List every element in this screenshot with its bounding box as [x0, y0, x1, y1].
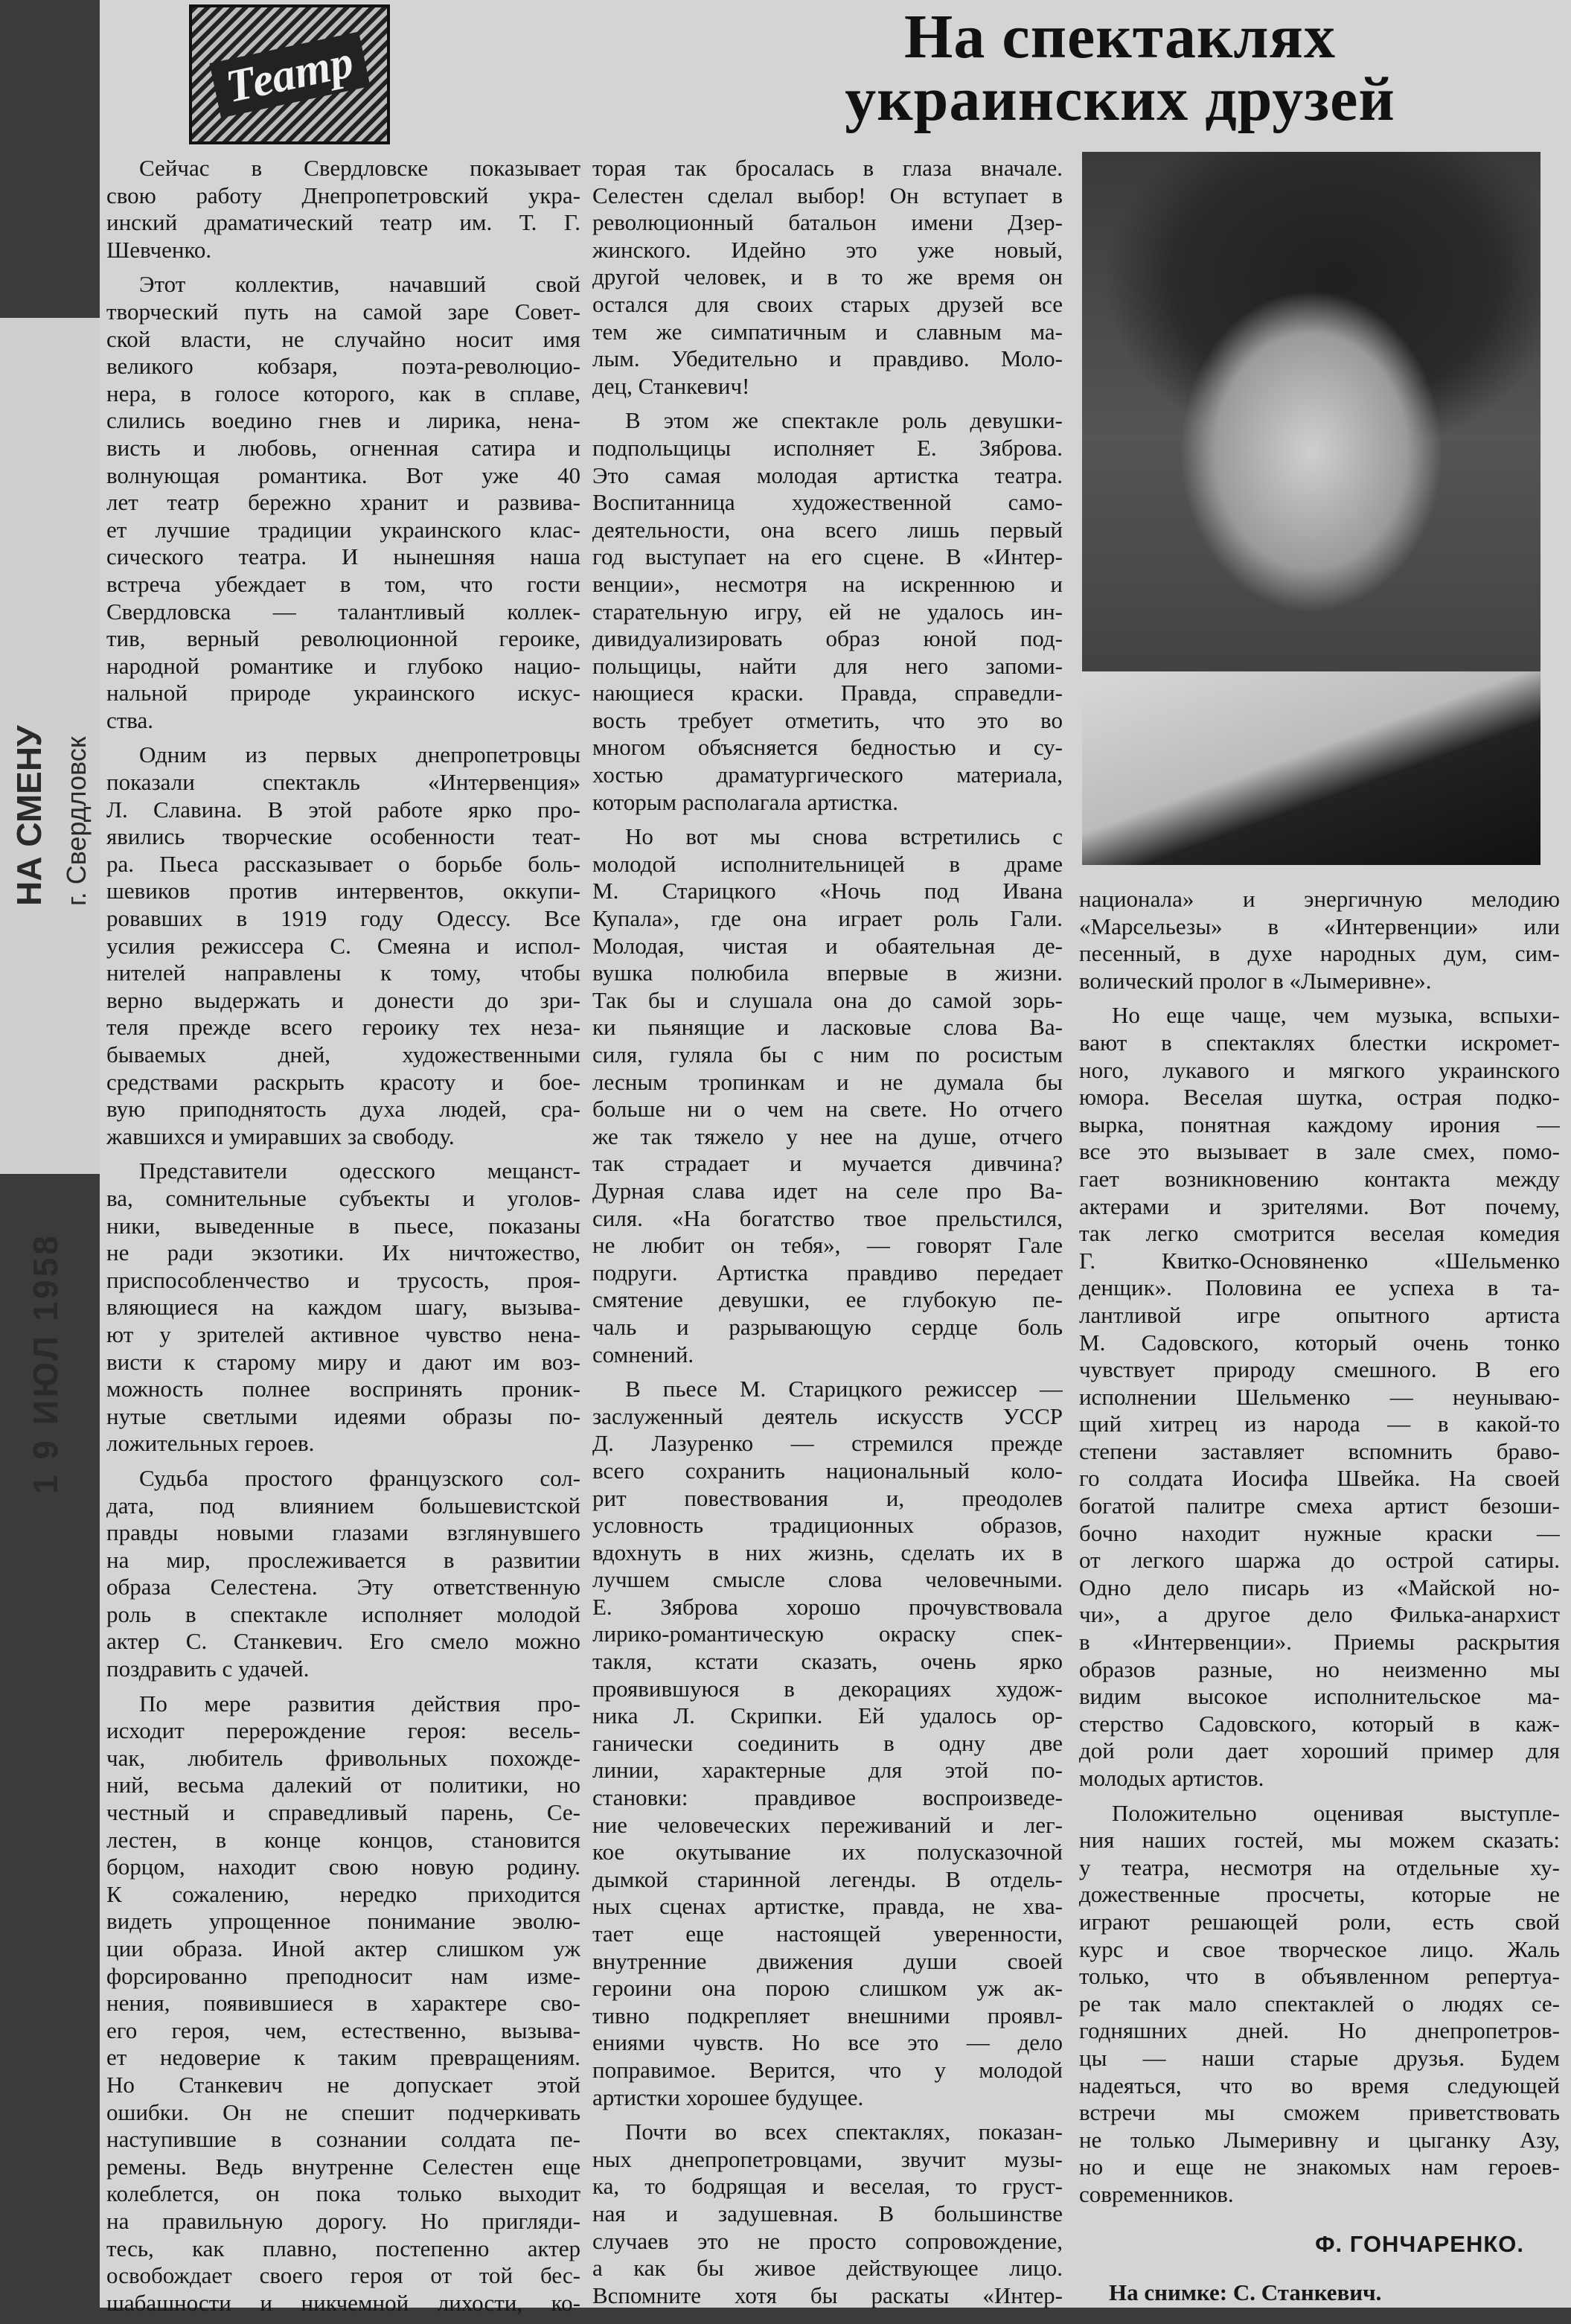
text-line: же так тяжело у нее на душе, отчего — [592, 1123, 1063, 1149]
stamp-date: 1 9 ИЮЛ 1958 — [26, 1233, 65, 1494]
text-line: ных днепропетровцами, звучит музы- — [592, 2145, 1063, 2172]
headline-line-1: На спектаклях — [904, 2, 1336, 71]
text-line: случаев это не просто сопровождение, — [592, 2227, 1063, 2254]
text-line: условность традиционных образов, — [592, 1512, 1063, 1539]
text-line: показали спектакль «Интервенция» — [106, 769, 580, 796]
text-line: честный и справедливый парень, Се- — [106, 1799, 580, 1826]
text-line: тесь, как плавно, постепенно актер — [106, 2235, 580, 2261]
text-line: Но вот мы снова встретились с — [625, 823, 1063, 850]
text-line: «Марсельезы» в «Интервенции» или — [1079, 913, 1560, 939]
text-line: смятение девушки, ее глубокую пе- — [592, 1286, 1063, 1313]
text-line: ениями чувств. Но все это — дело — [592, 2029, 1063, 2056]
text-line: не ради экзотики. Их ничтожество, — [106, 1239, 580, 1266]
text-line: нальной природе украинского искус- — [106, 680, 580, 706]
text-line: многом объясняется бедностью и су- — [592, 734, 1063, 761]
text-line: венции», несмотря на искреннюю и — [592, 570, 1063, 597]
text-line: бочно находит нужные краски — — [1079, 1519, 1560, 1546]
text-line: подруги. Артистка правдиво передает — [592, 1259, 1063, 1286]
article-column-1 — [106, 155, 580, 2324]
text-line: лирико-романтическую окраску спек- — [592, 1621, 1063, 1647]
text-line: ники, выведенные в пьесе, показаны — [106, 1212, 580, 1239]
text-line: К сожалению, нередко приходится — [106, 1880, 580, 1907]
text-line: Е. Зяброва хорошо прочувствовала — [592, 1593, 1063, 1620]
text-line: Почти во всех спектаклях, показан- — [625, 2119, 1063, 2145]
text-line: тив, верный революционной героике, — [106, 625, 580, 652]
text-line: ют у зрителей активное чувство нена- — [106, 1321, 580, 1347]
text-line: не любит он тебя», — говорят Гале — [592, 1232, 1063, 1259]
text-line: всего сохранить национальный коло- — [592, 1457, 1063, 1484]
text-line: Селестен сделал выбор! Он вступает в — [592, 182, 1063, 208]
text-line: революционный батальон имени Дзер- — [592, 209, 1063, 236]
text-line: играют решающей роли, есть свой — [1079, 1908, 1560, 1935]
portrait-photo — [1082, 152, 1540, 865]
paragraph — [106, 1465, 580, 1683]
text-line: ния наших гостей, мы можем сказать: — [1079, 1827, 1560, 1854]
text-line: но и еще не знакомых нам героев- — [1079, 2154, 1560, 2180]
text-line: вырка, понятная каждому ирония — — [1079, 1111, 1560, 1137]
text-line: молодой исполнительницей в драме — [592, 850, 1063, 877]
photo-collar — [1082, 671, 1540, 865]
author-signature: Ф. ГОНЧАРЕНКО. — [1315, 2231, 1524, 2257]
article-column-3 — [1079, 886, 1560, 2216]
text-line: поправимое. Верится, что у молодой — [592, 2056, 1063, 2083]
text-line: дожественные просчеты, которые не — [1079, 1881, 1560, 1908]
text-line: Г. Квитко-Основяненко «Шельменко — [1079, 1247, 1560, 1274]
text-line: а как бы живое действующее лицо. — [592, 2255, 1063, 2282]
text-line: теля прежде всего героику тех неза- — [106, 1014, 580, 1041]
text-line: ской власти, не случайно носит имя — [106, 325, 580, 352]
text-line: цы — наши старые друзья. Будем — [1079, 2044, 1560, 2071]
text-line: ции образа. Иной актер слишком уж — [106, 1935, 580, 1961]
text-line: ремены. Ведь внутренне Селестен еще — [106, 2153, 580, 2180]
text-line: форсированно преподносит нам изме- — [106, 1962, 580, 1989]
text-line: гает возникновению контакта между — [1079, 1165, 1560, 1192]
text-line: юмора. Веселая шутка, острая подко- — [1079, 1084, 1560, 1111]
text-line: вость требует отметить, что это во — [592, 706, 1063, 733]
text-line: дымкой старинной легенды. В отдель- — [592, 1865, 1063, 1892]
photo-caption: На снимке: С. Станкевич. — [1109, 2279, 1382, 2305]
text-line: другой человек, и в то же время он — [592, 264, 1063, 290]
text-line: ного, лукавого и мягкого украинского — [1079, 1056, 1560, 1083]
text-line: вают в спектаклях блестки искромет- — [1079, 1029, 1560, 1056]
text-line: сического театра. И нынешняя наша — [106, 543, 580, 570]
text-line: явились творческие особенности теат- — [106, 823, 580, 850]
text-line: молодых артистов. — [1079, 1765, 1264, 1791]
paragraph — [592, 407, 1063, 816]
text-line: лучшем смысле слова человечными. — [592, 1566, 1063, 1593]
text-line: актер С. Станкевич. Его смело можно — [106, 1628, 580, 1655]
text-line: ет лучшие традиции украинского клас- — [106, 516, 580, 543]
text-line: такля, кстати сказать, очень ярко — [592, 1648, 1063, 1675]
text-line: тает еще настоящей уверенности, — [592, 1921, 1063, 1947]
text-line: которым располагала артистка. — [592, 788, 898, 815]
text-line: великого кобзаря, поэта-революцио- — [106, 353, 580, 380]
text-line: лым. Убедительно и правдиво. Моло- — [592, 345, 1063, 372]
text-line: у театра, несмотря на отдельные ху- — [1079, 1854, 1560, 1880]
text-line: видим высокое исполнительское ма- — [1079, 1683, 1560, 1710]
text-line: хостью драматургического материала, — [592, 762, 1063, 788]
text-line: ние человеческих переживаний и лег- — [592, 1811, 1063, 1838]
text-line: чувствует природу смешного. В его — [1079, 1356, 1560, 1383]
text-line: нутые светлыми идеями образы по- — [106, 1402, 580, 1429]
text-line: го солдата Иосифа Швейка. На своей — [1079, 1465, 1560, 1492]
text-line: свою работу Днепропетровский укра- — [106, 182, 580, 208]
paragraph — [1079, 1002, 1560, 1792]
text-line: Свердловска — талантливый коллек- — [106, 598, 580, 625]
text-line: ганически соединить в одну две — [592, 1729, 1063, 1756]
text-line: рит повествования и, преодолев — [592, 1484, 1063, 1511]
text-line: тивно подкрепляет внешними проявл- — [592, 2002, 1063, 2028]
text-line: торая так бросалась в глаза вначале. — [592, 155, 1063, 181]
text-line: Молодая, чистая и обаятельная де- — [592, 932, 1063, 959]
text-line: дец, Станкевич! — [592, 372, 750, 399]
text-line: бываемых дней, художественными — [106, 1041, 580, 1067]
text-line: Положительно оценивая выступле- — [1112, 1799, 1560, 1826]
text-line: кое окутывание их полусказочной — [592, 1839, 1063, 1865]
text-line: национала» и энергичную мелодию — [1079, 886, 1560, 912]
text-line: нера, в голосе которого, как в сплаве, — [106, 380, 580, 406]
text-line: Д. Лазуренко — стремился прежде — [592, 1430, 1063, 1457]
text-line: Этот коллектив, начавший свой — [139, 271, 580, 298]
text-line: в «Интервенции». Приемы раскрытия — [1079, 1629, 1560, 1656]
stamp-newspaper-name: НА СМЕНУ — [10, 725, 48, 906]
text-line: слились воедино гнев и лирика, нена- — [106, 407, 580, 434]
text-line: Представители одесского мещанст- — [139, 1158, 580, 1184]
text-line: освобождает своего героя от той бес- — [106, 2262, 580, 2289]
text-line: средствами раскрыть красоту и бое- — [106, 1068, 580, 1095]
text-line: ки пьянящие и ласковые слова Ва- — [592, 1014, 1063, 1041]
text-line: линии, характерные для этой по- — [592, 1757, 1063, 1784]
text-line: видеть упрощенное понимание эволю- — [106, 1908, 580, 1935]
text-line: лесным тропинкам и не думала бы — [592, 1068, 1063, 1095]
text-line: Шевченко. — [106, 236, 212, 263]
text-line: только, что в объявленном репертуа- — [1079, 1963, 1560, 1990]
text-line: старательную игру, ей не удалось ин- — [592, 598, 1063, 625]
text-line: жавшихся и умиравших за свободу. — [106, 1123, 455, 1149]
text-line: вую приподнятость духа людей, сра- — [106, 1096, 580, 1123]
text-line: ва, сомнительные субъекты и уголов- — [106, 1184, 580, 1211]
logo-text: Театр — [209, 31, 370, 118]
text-line: исходит перерождение героя: весель- — [106, 1717, 580, 1744]
text-line: ника Л. Скрипки. Ей удалось ор- — [592, 1702, 1063, 1729]
article-column-2 — [592, 155, 1063, 2317]
text-line: образов разные, но неизменно мы — [1079, 1656, 1560, 1682]
text-line: ра. Пьеса рассказывает о борьбе боль- — [106, 850, 580, 877]
text-line: песенный, в духе народных дум, сим- — [1079, 940, 1560, 967]
text-line: так страдает и мучается дивчина? — [592, 1150, 1063, 1177]
text-line: проявившуюся в декорациях худож- — [592, 1675, 1063, 1702]
article-headline — [670, 2, 1570, 134]
text-line: на мир, прослеживается в развитии — [106, 1546, 580, 1573]
text-line: Так бы и слушала она до самой зорь- — [592, 986, 1063, 1013]
text-line: от легкого шаржа до острой сатиры. — [1079, 1547, 1560, 1574]
text-line: висти к старому миру и дают им воз- — [106, 1348, 580, 1375]
text-line: щий хитрец из народа — в какой-то — [1079, 1411, 1560, 1437]
text-line: ных сценах артистке, правда, не хва- — [592, 1893, 1063, 1920]
text-line: можность полнее воспринять проник- — [106, 1376, 580, 1402]
text-line: роль в спектакле исполняет молодой — [106, 1600, 580, 1627]
text-line: М. Старицкого «Ночь под Ивана — [592, 878, 1063, 904]
text-line: сомнений. — [592, 1341, 694, 1367]
text-line: Одним из первых днепропетровцы — [139, 741, 580, 768]
text-line: В этом же спектакле роль девушки- — [625, 407, 1063, 434]
text-line: больше ни о чем на свете. Но отчего — [592, 1096, 1063, 1123]
text-line: шевиков против интервентов, оккупи- — [106, 878, 580, 904]
text-line: дивидуализировать образ юной под- — [592, 625, 1063, 652]
text-line: наступившие в сознании солдата пе- — [106, 2126, 580, 2153]
text-line: Купала», где она играет роль Гали. — [592, 905, 1063, 932]
text-line: жинского. Идейно это уже новый, — [592, 236, 1063, 263]
text-line: Воспитанница художественной само- — [592, 489, 1063, 516]
text-line: вляющиеся на каждом шагу, вызыва- — [106, 1294, 580, 1321]
text-line: ровавших в 1919 году Одессу. Все — [106, 905, 580, 932]
stamp-city: г. Свердловск — [61, 736, 92, 906]
text-line: ний, весьма далекий от политики, но — [106, 1772, 580, 1798]
paragraph — [106, 1158, 580, 1458]
text-line: народной романтике и глубоко нацио- — [106, 652, 580, 679]
text-line: надеяться, что во время следующей — [1079, 2072, 1560, 2098]
text-line: все это вызывает в зале смех, помо- — [1079, 1138, 1560, 1165]
text-line: нающиеся краски. Правда, справедли- — [592, 680, 1063, 706]
paragraph — [592, 823, 1063, 1368]
text-line: шабашности и никчемной лихости, ко- — [106, 2289, 580, 2316]
text-line: стерство Садовского, который в каж- — [1079, 1710, 1560, 1737]
text-line: героини она порою слишком уж ак- — [592, 1975, 1063, 2002]
text-line: В пьесе М. Старицкого режиссер — — [625, 1376, 1063, 1402]
text-line: нения, появившиеся в характере сво- — [106, 1990, 580, 2017]
text-line: инский драматический театр им. Т. Г. — [106, 209, 580, 236]
text-line: силя. «На богатство твое прельстился, — [592, 1204, 1063, 1231]
text-line: творческий путь на самой заре Совет- — [106, 298, 580, 325]
text-line: чи», а другое дело Филька-анархист — [1079, 1601, 1560, 1628]
text-line: волнующая романтика. Вот уже 40 — [106, 462, 580, 488]
text-line: артистки хорошее будущее. — [592, 2084, 864, 2110]
text-line: борцом, находит свою новую родину. — [106, 1854, 580, 1880]
text-line: встреча убеждает в том, что гости — [106, 570, 580, 597]
text-line: внутренние движения души своей — [592, 1947, 1063, 1974]
text-line: усилия режиссера С. Смеяна и испол- — [106, 932, 580, 959]
text-line: волический пролог в «Лымеривне». — [1079, 967, 1432, 994]
text-line: силя, гуляла бы с ним по росистым — [592, 1041, 1063, 1067]
text-line: колеблется, он пока только выходит — [106, 2180, 580, 2207]
text-line: нителей направлены к тому, чтобы — [106, 960, 580, 986]
text-line: степени заставляет вспомнить браво- — [1079, 1437, 1560, 1464]
text-line: курс и свое творческое лицо. Жаль — [1079, 1935, 1560, 1962]
paragraph — [106, 271, 580, 734]
text-line: вдохнуть в них жизнь, сделать их в — [592, 1539, 1063, 1565]
paragraph — [592, 1376, 1063, 2111]
text-line: лантливой игре опытного артиста — [1079, 1301, 1560, 1328]
text-line: актерами и зрителями. Вот почему, — [1079, 1193, 1560, 1219]
text-line: дата, под влиянием большевистской — [106, 1492, 580, 1519]
text-line: богатой палитре смеха артист безоши- — [1079, 1493, 1560, 1519]
text-line: современников. — [1079, 2180, 1234, 2207]
text-line: Одно дело писарь из «Майской но- — [1079, 1574, 1560, 1600]
paragraph — [592, 2119, 1063, 2309]
text-line: годняшних дней. Но днепропетров- — [1079, 2017, 1560, 2044]
text-line: Вспомните хотя бы раскаты «Интер- — [592, 2282, 1063, 2308]
text-line: Л. Славина. В этой работе ярко про- — [106, 796, 580, 823]
text-line: чаль и разрывающую сердце боль — [592, 1313, 1063, 1340]
text-line: подпольщицы исполняет Е. Зяброва. — [592, 434, 1063, 461]
text-line: лет театр бережно хранит и развива- — [106, 489, 580, 516]
text-line: чак, любитель фривольных похожде- — [106, 1744, 580, 1771]
text-line: заслуженный деятель искусств УССР — [592, 1402, 1063, 1429]
paragraph — [592, 155, 1063, 400]
text-line: не только Лымеривну и цыганку Азу, — [1079, 2126, 1560, 2153]
text-line: так легко смотрится веселая комедия — [1079, 1220, 1560, 1247]
text-line: на правильную дорогу. Но пригляди- — [106, 2207, 580, 2234]
text-line: ет недоверие к таким превращениям. — [106, 2044, 580, 2071]
text-line: лестен, в конце концов, становится — [106, 1826, 580, 1853]
text-line: дой роли дает хороший пример для — [1079, 1737, 1560, 1764]
text-line: ная и задушевная. В большинстве — [592, 2200, 1063, 2226]
text-line: ложительных героев. — [106, 1430, 315, 1457]
text-line: ре так мало спектаклей о людях се- — [1079, 1990, 1560, 2017]
text-line: приспособленчество и трусость, проя- — [106, 1266, 580, 1293]
text-line: поздравить с удачей. — [106, 1656, 310, 1682]
headline-line-2: украинских друзей — [845, 65, 1395, 134]
text-line: верно выдержать и донести до зри- — [106, 986, 580, 1013]
text-line: Сейчас в Свердловске показывает — [139, 155, 580, 181]
text-line: М. Садовского, который очень тонко — [1079, 1329, 1560, 1356]
paragraph — [1079, 1800, 1560, 2209]
paragraph — [1079, 886, 1560, 995]
text-line: вушка полюбила впервые в жизни. — [592, 960, 1063, 986]
text-line: Судьба простого французского сол- — [139, 1464, 580, 1491]
text-line: год выступает на его сцене. В «Интер- — [592, 543, 1063, 570]
text-line: Но еще чаще, чем музыка, вспыхи- — [1112, 1002, 1560, 1029]
text-line: польщицы, найти для него запоми- — [592, 652, 1063, 679]
text-line: ства. — [106, 706, 154, 733]
text-line: Это самая молодая артистка театра. — [592, 462, 1063, 488]
text-line: исполнении Шельменко — неунываю- — [1079, 1383, 1560, 1410]
text-line: его героя, чем, естественно, вызыва- — [106, 2017, 580, 2043]
text-line: висть и любовь, огненная сатира и — [106, 434, 580, 461]
text-line: денщик». Половина ее успеха в та- — [1079, 1274, 1560, 1301]
text-line: деятельности, она всего лишь первый — [592, 516, 1063, 543]
clipping-stamp — [0, 318, 104, 1494]
text-line: ошибки. Он не спешит подчеркивать — [106, 2098, 580, 2125]
paragraph — [106, 1691, 580, 2317]
text-line: тем же симпатичным и славным ма- — [592, 318, 1063, 345]
paragraph — [106, 155, 580, 264]
text-line: встречи мы сможем приветствовать — [1079, 2099, 1560, 2126]
text-line: образа Селестена. Эту ответственную — [106, 1574, 580, 1600]
text-line: Дурная слава идет на селе про Ва- — [592, 1177, 1063, 1204]
text-line: ка, то бодрящая и веселая, то груст- — [592, 2173, 1063, 2200]
text-line: Но Станкевич не допускает этой — [106, 2071, 580, 2098]
theatre-rubric-logo — [189, 4, 390, 144]
text-line: становки: правдивое воспроизведе- — [592, 1784, 1063, 1811]
text-line: остался для своих старых друзей все — [592, 290, 1063, 317]
paragraph — [106, 741, 580, 1150]
text-line: По мере развития действия про- — [139, 1690, 580, 1717]
text-line: правды новыми глазами взглянувшего — [106, 1519, 580, 1546]
